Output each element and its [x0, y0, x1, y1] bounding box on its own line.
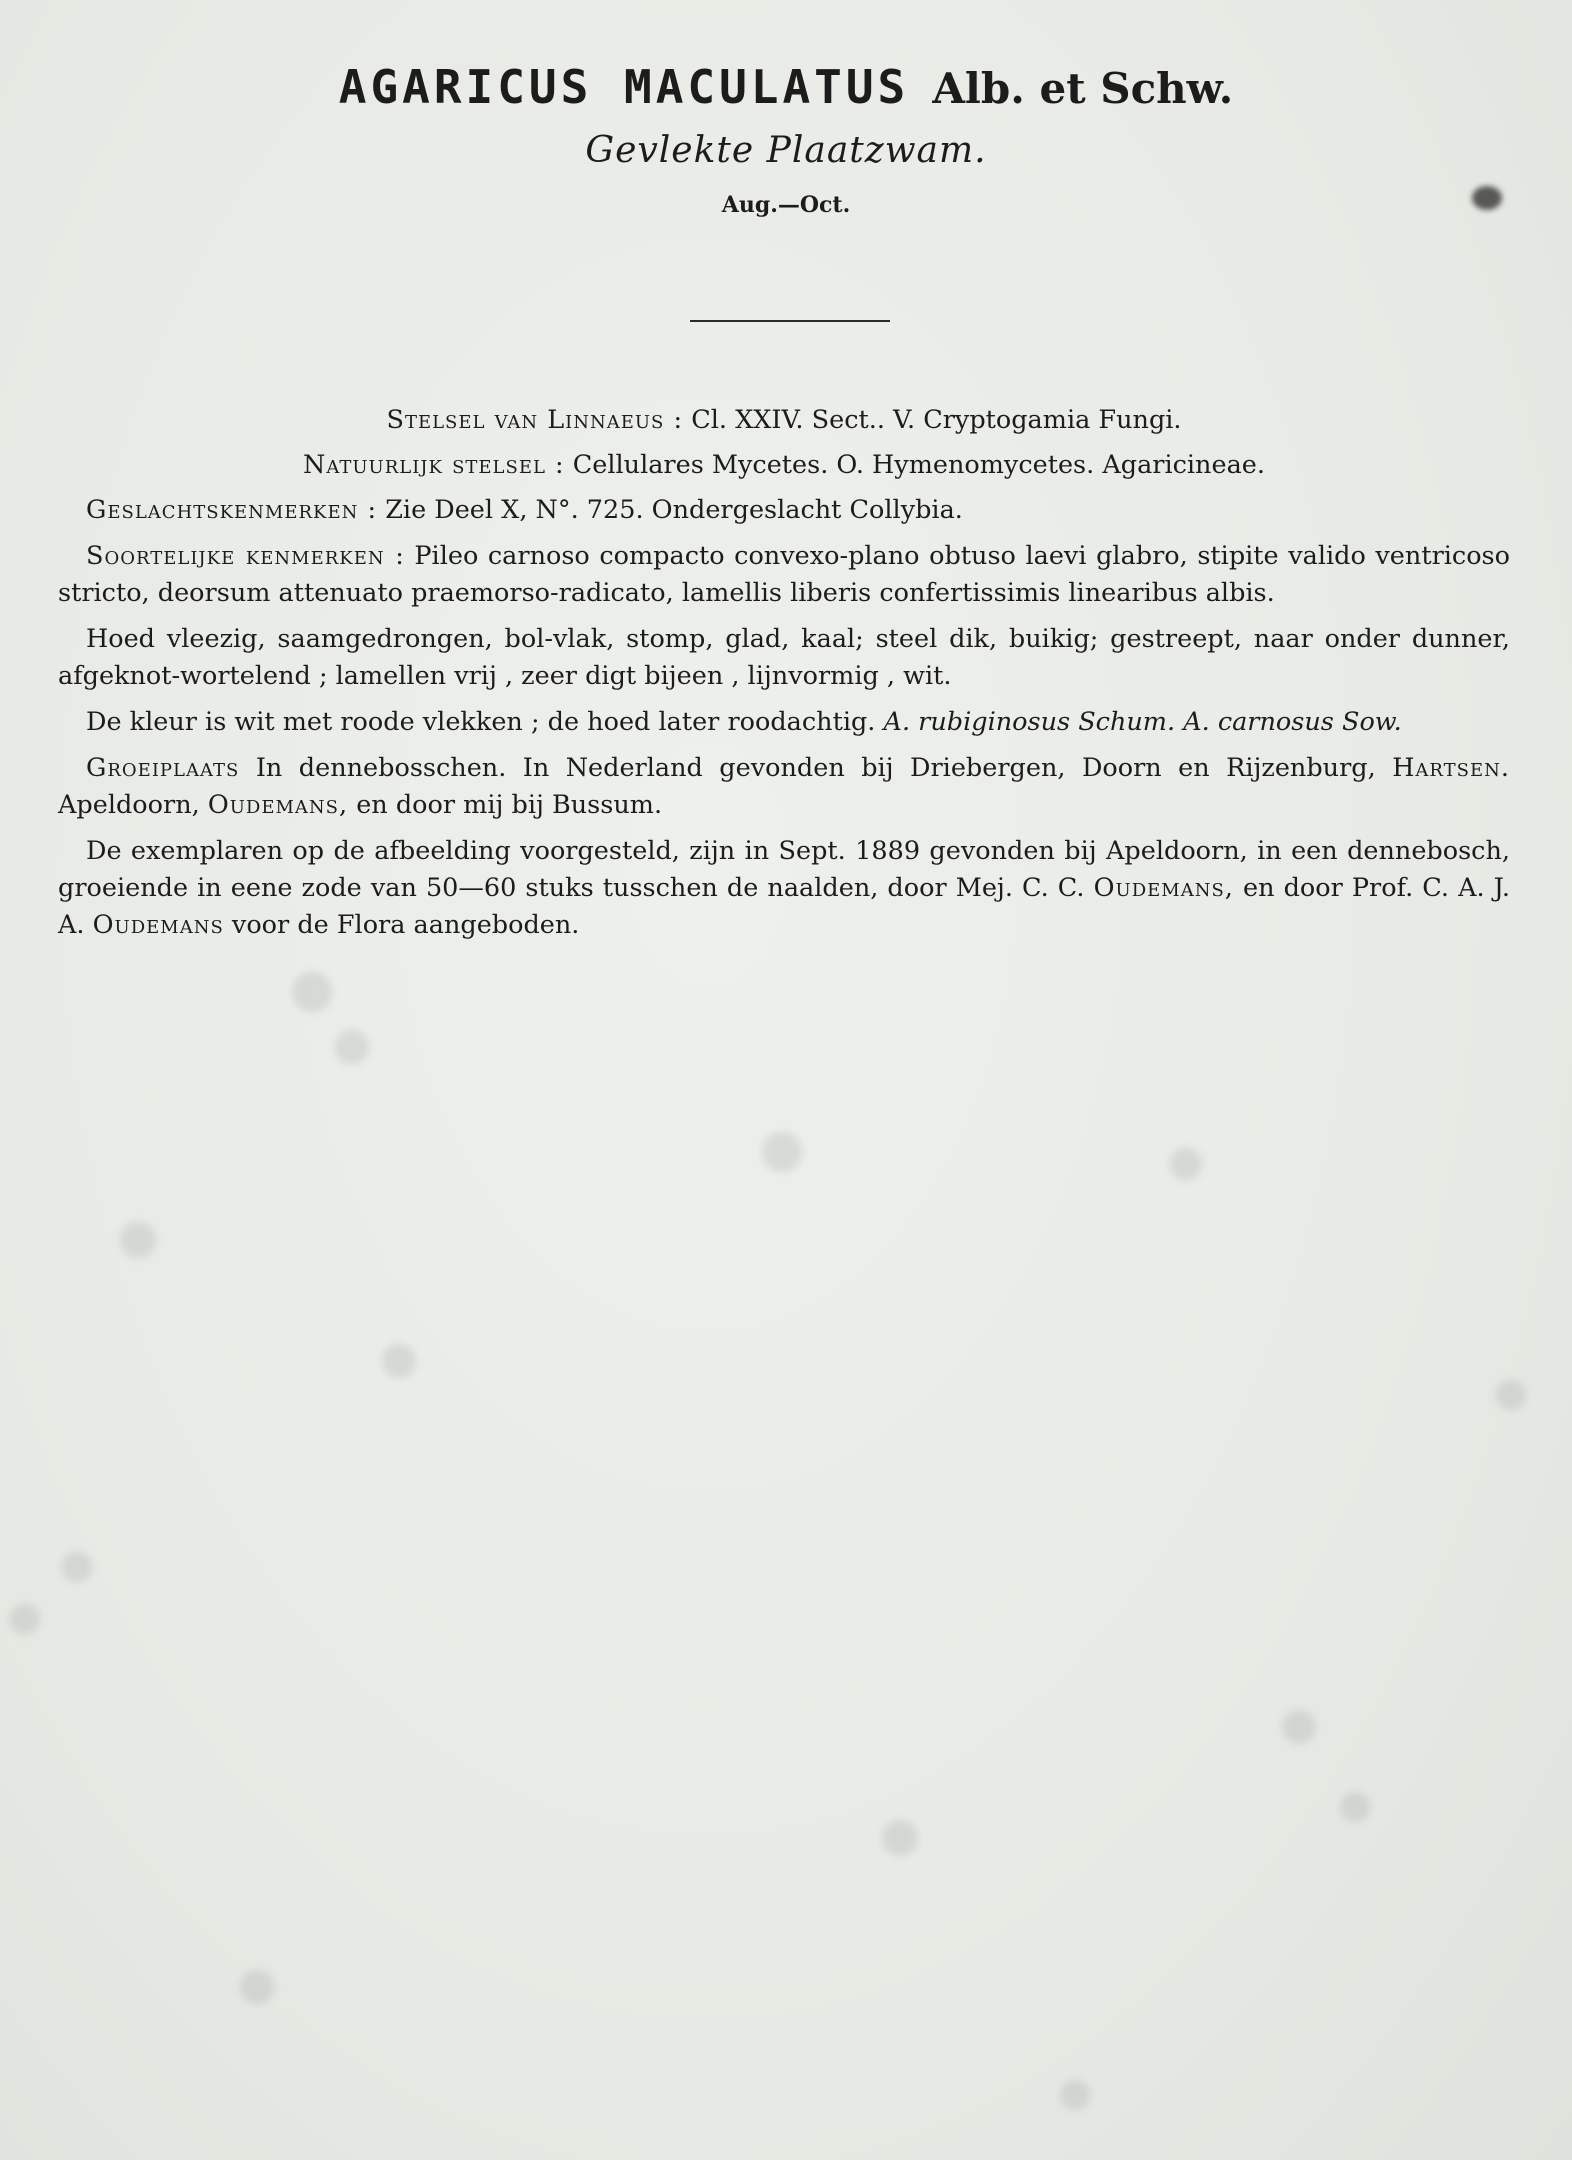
- habitat-label: Groeiplaats: [86, 753, 240, 783]
- genus-label: Geslachtskenmerken :: [86, 495, 378, 525]
- page-title: [0, 60, 1572, 114]
- foxing-spot: [882, 1820, 918, 1856]
- foxing-spot: [1340, 1792, 1370, 1822]
- specimens-collector-2: Oudemans: [92, 910, 224, 940]
- genus-characteristics: [58, 492, 1510, 529]
- foxing-spot: [1496, 1380, 1526, 1410]
- specimens-text-3: voor de Flora aangeboden.: [231, 910, 580, 940]
- natural-value: Cellulares Mycetes. O. Hymenomycetes. Agaricineae.: [572, 450, 1265, 480]
- habitat-text-1: In dennebosschen. In Nederland gevonden bij Driebergen, Doorn en Rijzenburg,: [255, 753, 1376, 783]
- colour-description: [58, 704, 1510, 741]
- linnaeus-value: Cl. XXIV. Sect.. V. Cryptogamia Fungi.: [691, 405, 1182, 435]
- specimens-text-1: De exemplaren op de afbeelding voorgesteld, zijn in Sept. 1889 gevonden bij Apeldoorn, in een dennebosch, groeiende in eene zode van 50—60 stuks tusschen de naalden, door Mej. C. C.: [58, 836, 1510, 903]
- species-author: Alb. et Schw.: [932, 64, 1234, 113]
- foxing-spot: [335, 1030, 369, 1064]
- specimens: [58, 833, 1510, 944]
- foxing-spot: [240, 1970, 274, 2004]
- season-period: Aug.—Oct.: [721, 192, 851, 218]
- natural-label: Natuurlijk stelsel :: [303, 450, 565, 480]
- foxing-spot: [62, 1552, 92, 1582]
- dutch-name: Gevlekte Plaatzwam.: [585, 130, 987, 171]
- foxing-spot: [382, 1344, 416, 1378]
- species-latin: Pileo carnoso compacto convexo-plano obtuso laevi glabro, stipite valido ventricoso stricto, deorsum attenuato praemorso-radicato, lamellis liberis confertissimis linearibus albis.: [58, 541, 1510, 608]
- specimens-text-2: en door Prof. C. A. J. A.: [58, 873, 1511, 940]
- habitat-collector-2: Oudemans,: [207, 790, 349, 820]
- foxing-spot: [762, 1132, 802, 1172]
- habitat-text-2: Apeldoorn,: [58, 790, 200, 820]
- genus-value: Zie Deel X, N°. 725. Ondergeslacht Collybia.: [385, 495, 963, 525]
- foxing-spot: [1282, 1710, 1316, 1744]
- species-dutch: Hoed vleezig, saamgedrongen, bol-vlak, stomp, glad, kaal; steel dik, buikig; gestreept, naar onder dunner, afgeknot-wortelend ; lamellen vrij , zeer digt bijeen , lijnvormig , wit.: [58, 624, 1510, 691]
- colour-synonyms: A. rubiginosus Schum. A. carnosus Sow.: [883, 707, 1402, 737]
- description-body: [58, 402, 1510, 953]
- foxing-spot: [292, 972, 332, 1012]
- foxing-spot: [120, 1222, 156, 1258]
- habitat-collector-1: Hartsen.: [1392, 753, 1510, 783]
- natural-classification: [58, 447, 1510, 484]
- foxing-spot: [10, 1604, 40, 1634]
- species-characteristics-dutch: [58, 621, 1510, 695]
- linnaeus-label: Stelsel van Linnaeus :: [386, 405, 684, 435]
- specimens-collector-1: Oudemans,: [1093, 873, 1234, 903]
- habitat: [58, 750, 1510, 824]
- divider: [690, 320, 890, 322]
- foxing-spot: [1170, 1148, 1202, 1180]
- foxing-spot: [1060, 2080, 1090, 2110]
- species-characteristics-latin: [58, 538, 1510, 612]
- colour-text: De kleur is wit met roode vlekken ; de hoed later roodachtig.: [86, 707, 876, 737]
- linnaeus-classification: [58, 402, 1510, 439]
- species-label: Soortelijke kenmerken :: [86, 541, 405, 571]
- habitat-text-3: en door mij bij Bussum.: [356, 790, 663, 820]
- species-name: AGARICUS MACULATUS: [338, 60, 910, 114]
